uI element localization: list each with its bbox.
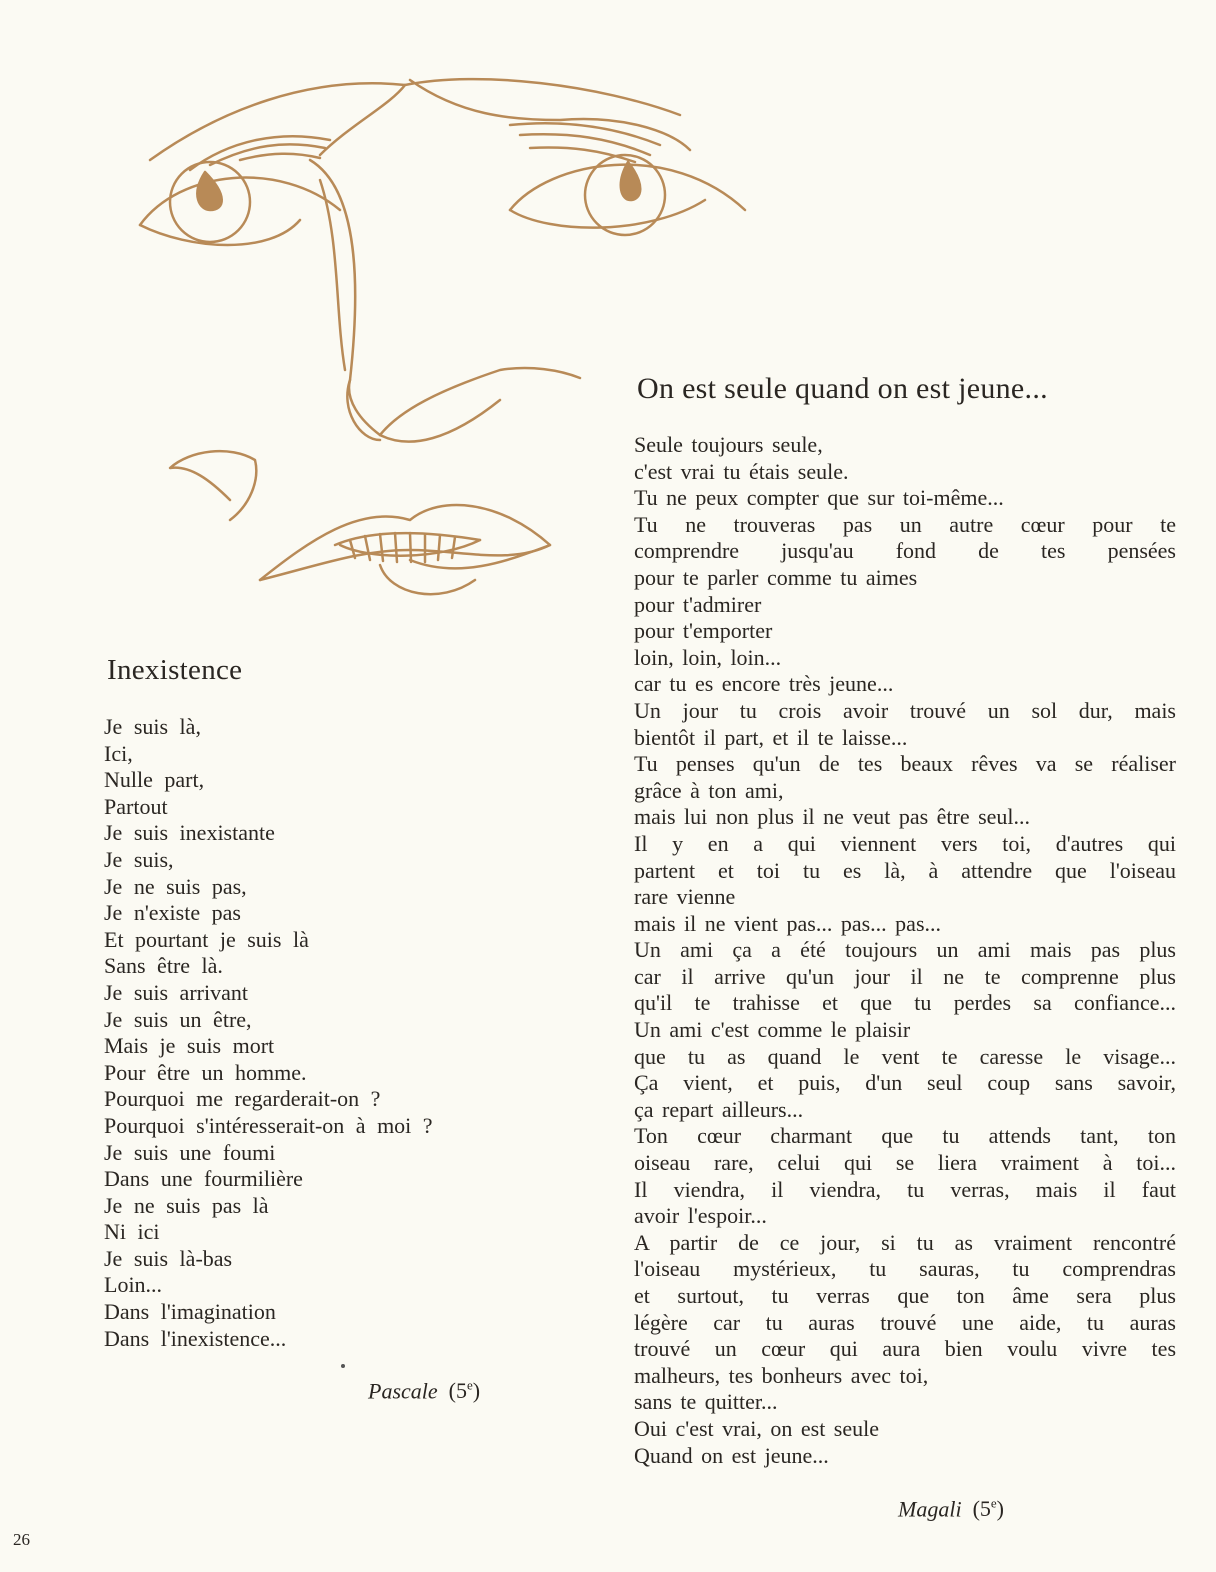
poem-line: trouvé un cœur qui aura bien voulu vivre tes (634, 1336, 1176, 1362)
poem-line: pour te parler comme tu aimes (634, 564, 918, 590)
author-name: Pascale (368, 1378, 438, 1404)
author-class: 5 (455, 1378, 467, 1404)
poem-line: pour t'emporter (634, 618, 773, 644)
poem-line: grâce à ton ami, (634, 777, 784, 803)
poem-line: Je ne suis pas, (104, 873, 247, 899)
author-signature-magali: Magali (5e) (898, 1496, 1004, 1522)
poem-title-on-est-seule: On est seule quand on est jeune... (637, 372, 1048, 405)
poem-line: rare vienne (634, 884, 736, 910)
poem-line: Je suis, (104, 846, 174, 872)
poem-line: Dans l'inexistence... (104, 1325, 287, 1351)
author-name: Magali (898, 1496, 962, 1522)
poem-line: Tu ne trouveras pas un autre cœur pour te (634, 511, 1176, 537)
poem-line: Partout (104, 793, 168, 819)
poem-on-est-seule-lines (634, 432, 1176, 1469)
poem-line: comprendre jusqu'au fond de tes pensées (634, 538, 1176, 564)
poem-line: Quand on est jeune... (634, 1442, 829, 1468)
poem-line: Je suis arrivant (104, 979, 248, 1005)
poem-line: A partir de ce jour, si tu as vraiment rencontré (634, 1229, 1176, 1255)
poem-line: Je suis inexistante (104, 820, 275, 846)
poem-line: Oui c'est vrai, on est seule (634, 1415, 880, 1441)
poem-line: car tu es encore très jeune... (634, 671, 894, 697)
poem-line: Je ne suis pas là (104, 1192, 269, 1218)
poem-line: Dans l'imagination (104, 1299, 276, 1325)
poem-line: Ça vient, et puis, d'un seul coup sans savoir, (634, 1070, 1176, 1096)
poem-line: Sans être là. (104, 953, 223, 979)
page-number: 26 (13, 1530, 30, 1549)
poem-line: et surtout, tu verras que ton âme sera plus (634, 1283, 1176, 1308)
poem-line: Loin... (104, 1272, 163, 1298)
poem-line: pour t'admirer (634, 591, 762, 617)
ink-dot (341, 1364, 345, 1368)
poem-line: Un ami ça a été toujours un ami mais pas plus (634, 937, 1176, 963)
poem-line: avoir l'espoir... (634, 1203, 767, 1229)
poem-line: ça repart ailleurs... (634, 1096, 804, 1122)
poem-line: car il arrive qu'un jour il ne te comprenne plus (634, 963, 1176, 989)
poem-line: légère car tu auras trouvé une aide, tu auras (634, 1309, 1176, 1335)
poem-line: Nulle part, (104, 767, 205, 793)
author-class: 5 (979, 1496, 991, 1522)
author-class-suffix: e (990, 1496, 997, 1511)
poem-line: Ton cœur charmant que tu attends tant, ton (634, 1123, 1176, 1149)
poem-line: Il y en a qui viennent vers toi, d'autres qui (634, 830, 1176, 856)
poem-line: Pour être un homme. (104, 1059, 307, 1085)
poem-line: mais il ne vient pas... pas... pas... (634, 910, 942, 936)
poem-line: l'oiseau mystérieux, tu sauras, tu comprendras (634, 1256, 1176, 1282)
poem-inexistence-lines (104, 714, 433, 1352)
author-class-suffix: e (466, 1378, 473, 1393)
author-signature-pascale: Pascale (5e) (368, 1378, 481, 1404)
poem-title-inexistence: Inexistence (107, 654, 243, 686)
poem-line: mais lui non plus il ne veut pas être seul... (634, 804, 1031, 830)
poem-line: Un jour tu crois avoir trouvé un sol dur, mais (634, 697, 1176, 723)
poem-line: Dans une fourmilière (104, 1166, 303, 1192)
poem-line: bientôt il part, et il te laisse... (634, 724, 908, 750)
poem-line: c'est vrai tu étais seule. (634, 458, 849, 484)
poem-line: Un ami c'est comme le plaisir (634, 1017, 911, 1043)
poem-line: Pourquoi s'intéresserait-on à moi ? (104, 1112, 433, 1138)
poem-line: Seule toujours seule, (634, 432, 823, 457)
poem-line: partent et toi tu es là, à attendre que l'oiseau (634, 857, 1176, 883)
poem-line: Tu penses qu'un de tes beaux rêves va se réaliser (634, 751, 1176, 777)
poem-line: Pourquoi me regarderait-on ? (104, 1086, 381, 1112)
poem-line: Tu ne peux compter que sur toi-même... (634, 485, 1004, 511)
poem-line: qu'il te trahisse et que tu perdes sa confiance... (634, 990, 1176, 1016)
poem-line: Je suis là-bas (104, 1245, 233, 1271)
poem-line: Je suis une foumi (104, 1139, 276, 1165)
poem-line: Et pourtant je suis là (104, 926, 309, 952)
poem-line: Je suis là, (104, 714, 201, 739)
poem-line: malheurs, tes bonheurs avec toi, (634, 1362, 929, 1388)
poem-line: loin, loin, loin... (634, 644, 782, 670)
poem-line: Mais je suis mort (104, 1033, 275, 1059)
poem-line: Ici, (104, 740, 133, 766)
poem-line: oiseau rare, celui qui se liera vraiment à toi... (634, 1150, 1176, 1176)
poem-line: Je n'existe pas (104, 900, 241, 926)
poem-line: Il viendra, il viendra, tu verras, mais il faut (634, 1176, 1176, 1202)
poem-line: Je suis un être, (104, 1006, 252, 1032)
poem-line: sans te quitter... (634, 1389, 778, 1415)
poem-line: que tu as quand le vent te caresse le visage... (634, 1043, 1176, 1069)
poem-line: Ni ici (104, 1219, 160, 1245)
